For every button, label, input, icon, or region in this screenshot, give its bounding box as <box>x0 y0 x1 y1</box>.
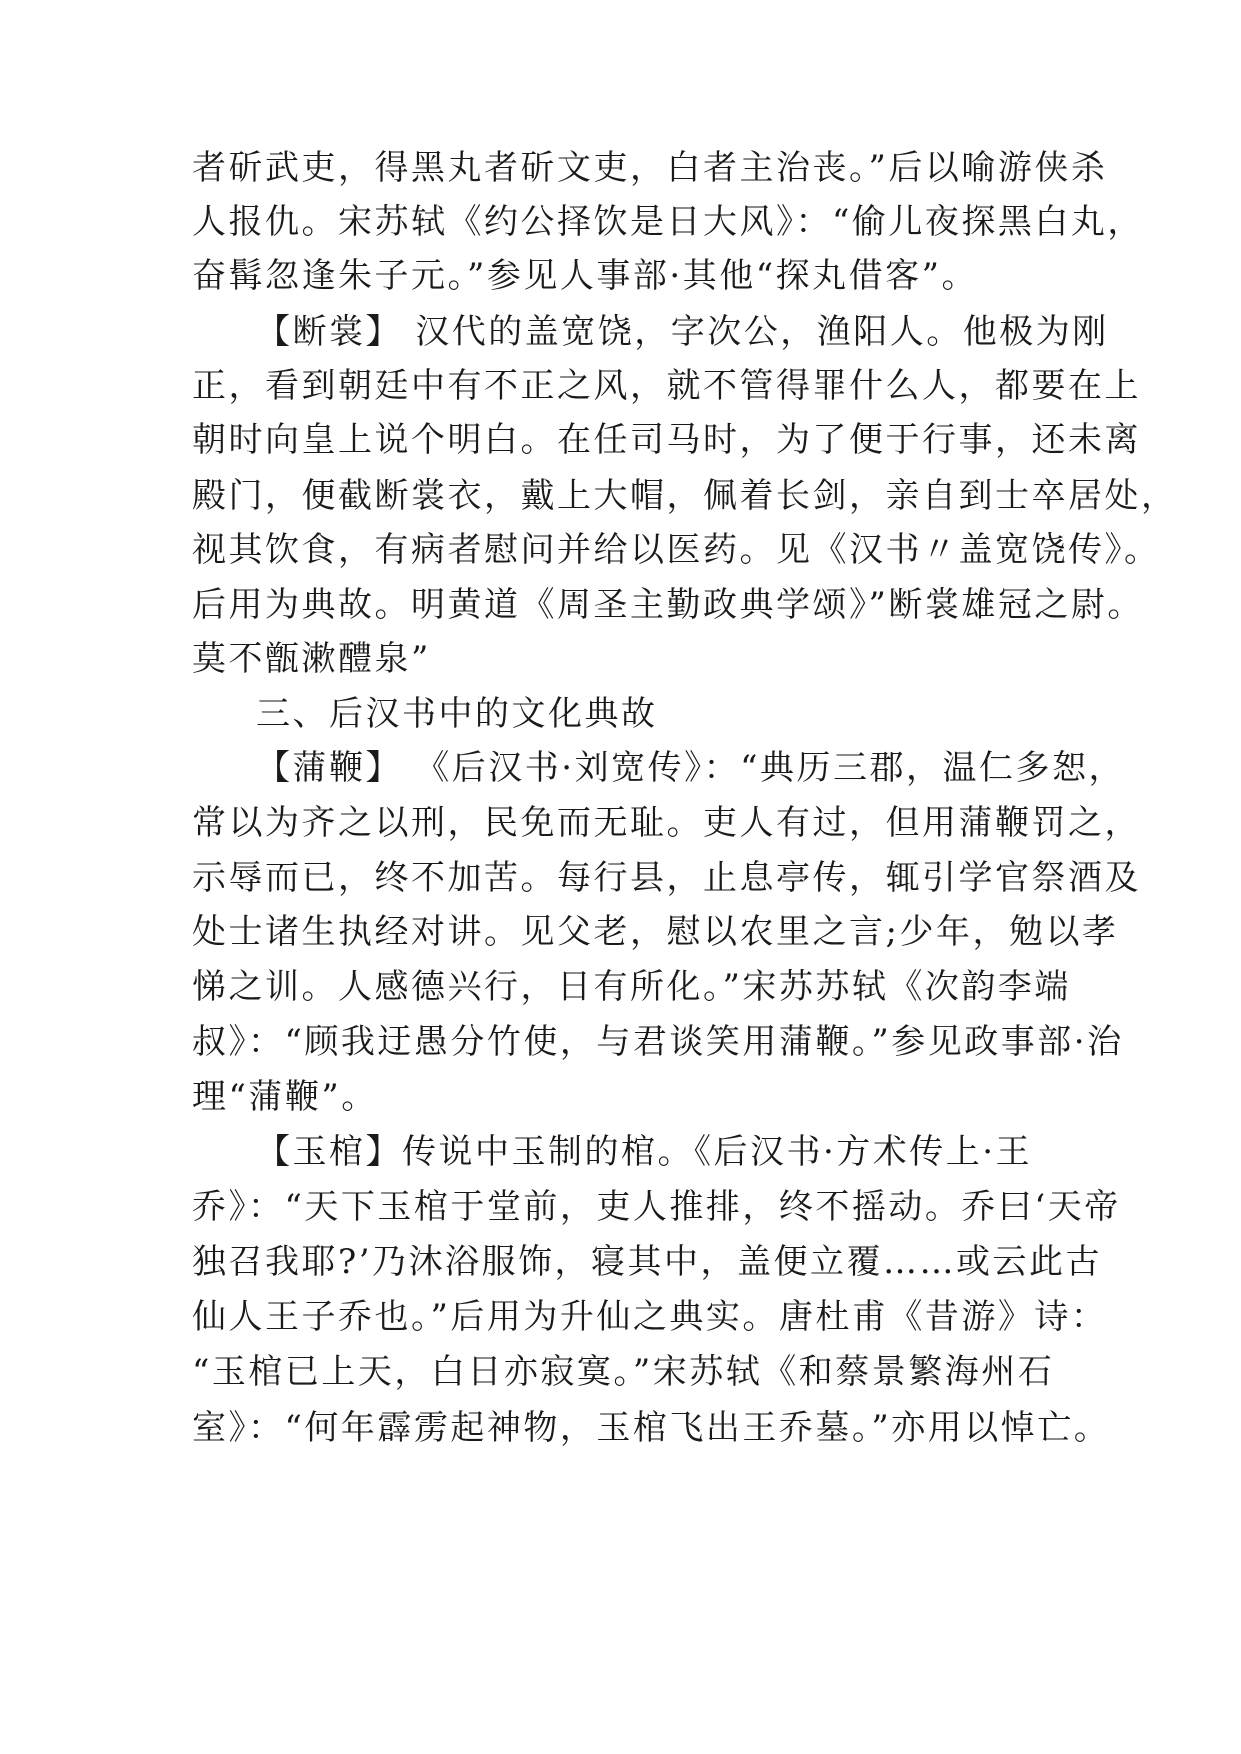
text-line-20: 乔》：“天下玉棺于堂前，吏人推排，终不摇动。乔曰‘天帝 <box>192 1187 1121 1227</box>
text-line-17: 叔》：“顾我迂愚分竹使，与君谈笑用蒲鞭。”参见政事部·治 <box>192 1022 1124 1062</box>
text-line-6: 朝时向皇上说个明白。在任司马时，为了便于行事，还未离 <box>192 420 1141 460</box>
text-line-7: 殿门，便截断裳衣，戴上大帽，佩着长剑，亲自到士卒居处， <box>192 476 1178 516</box>
text-line-5: 正，看到朝廷中有不正之风，就不管得罪什么人，都要在上 <box>192 366 1141 406</box>
text-line-9: 后用为典故。明黄道《周圣主勤政典学颂》”断裳雄冠之尉。 <box>192 585 1144 625</box>
section-heading: 三、后汉书中的文化典故 <box>256 694 658 734</box>
text-line-13: 常以为齐之以刑，民免而无耻。吏人有过，但用蒲鞭罚之， <box>192 803 1141 843</box>
paragraph-yuguan-heading-line: 【玉棺】传说中玉制的棺。《后汉书·方术传上·王 <box>256 1132 1033 1172</box>
text-line-1: 者斫武吏，得黑丸者斫文吏，白者主治丧。”后以喻游侠杀 <box>192 148 1108 188</box>
text-line-24: 室》：“何年霹雳起神物，玉棺飞出王乔墓。”亦用以悼亡。 <box>192 1408 1111 1448</box>
paragraph-pubian-heading-line: 【蒲鞭】 《后汉书·刘宽传》：“典历三郡，温仁多恕， <box>256 748 1125 788</box>
text-line-10: 莫不甑漱醴泉” <box>192 639 431 679</box>
text-line-15: 处士诸生执经对讲。见父老，慰以农里之言;少年，勉以孝 <box>192 912 1119 952</box>
text-line-2: 人报仇。宋苏轼《约公择饮是日大风》：“偷儿夜探黑白丸， <box>192 202 1144 242</box>
text-line-3: 奋髯忽逢朱子元。”参见人事部·其他“探丸借客”。 <box>192 256 978 296</box>
paragraph-duanshang-heading-line: 【断裳】 汉代的盖宽饶，字次公，渔阳人。他极为刚 <box>256 312 1109 352</box>
text-line-8: 视其饮食，有病者慰问并给以医药。见《汉书〃盖宽饶传》。 <box>192 530 1161 570</box>
text-line-18: 理“蒲鞭”。 <box>192 1077 378 1117</box>
text-line-23: “玉棺已上天，白日亦寂寞。”宋苏轼《和蔡景繁海州石 <box>192 1352 1055 1392</box>
text-line-21: 独召我耶?’乃沐浴服饰，寝其中，盖便立覆……或云此古 <box>192 1242 1103 1282</box>
text-line-22: 仙人王子乔也。”后用为升仙之典实。唐杜甫《昔游》诗： <box>192 1297 1108 1337</box>
text-line-14: 示辱而已，终不加苦。每行县，止息亭传，辄引学官祭酒及 <box>192 858 1141 898</box>
text-line-16: 悌之训。人感德兴行，日有所化。”宋苏苏轼《次韵李端 <box>192 967 1071 1007</box>
